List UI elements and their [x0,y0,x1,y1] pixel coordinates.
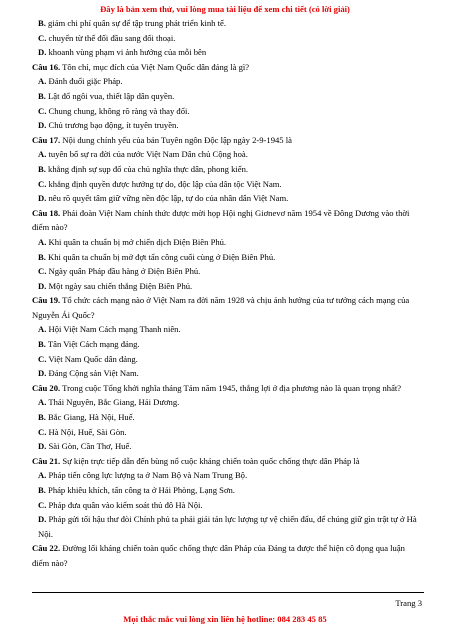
question-text: Trong cuộc Tổng khởi nghĩa tháng Tám năm 1945, thắng lợi ở địa phương nào là quan trọng nhất? [60,382,402,393]
option-text: Chung chung, không rõ ràng và thay đổi. [46,105,190,116]
answer-option [32,468,424,483]
question-number: Câu 16. [32,61,61,72]
question-number: Câu 17. [32,134,61,145]
answer-option [32,322,424,337]
answer-option [32,104,424,119]
option-text: chuyển từ thế đối đầu sang đối thoại. [46,32,176,43]
option-letter: C. [38,266,47,277]
option-letter: B. [38,18,46,28]
option-text: khẳng định quyền được hưởng tự do, độc lập của dân tộc Việt Nam. [46,178,282,189]
answer-option [32,177,424,192]
option-letter: D. [38,193,47,204]
answer-option [32,147,424,162]
question-line [32,541,424,570]
option-letter: C. [38,426,47,437]
option-letter: D. [38,368,47,379]
answer-option [32,483,424,498]
option-letter: A. [38,149,47,160]
question-line [32,293,424,322]
option-text: Lật đổ ngôi vua, thiết lập dân quyền. [45,90,175,101]
answer-option [32,439,424,454]
option-letter: A. [38,324,47,335]
option-letter: D. [38,514,47,525]
option-text: Hội Việt Nam Cách mạng Thanh niên. [46,324,181,335]
question-number: Câu 20. [32,382,61,393]
answer-option [32,425,424,440]
answer-option [32,74,424,89]
option-letter: B. [38,339,46,350]
option-letter: C. [38,105,47,116]
question-text: Tôn chỉ, mục đích của Việt Nam Quốc dân đảng là gì? [60,61,250,72]
option-text: giảm chi phí quân sự để tập trung phát triển kinh tế. [45,18,226,28]
answer-option [32,235,424,250]
answer-option [32,337,424,352]
option-text: Chủ trương bạo động, ít tuyên truyền. [46,120,179,131]
option-letter: B. [38,163,46,174]
question-number: Câu 19. [32,295,61,306]
answer-option [32,366,424,381]
option-letter: A. [38,76,47,87]
option-text: Khi quân ta chuẩn bị mở chiến dịch Điện Biên Phủ. [46,236,227,247]
page-number: Trang 3 [395,598,422,608]
option-text: Pháp gửi tối hậu thư đòi Chính phủ ta phải giải tán lực lượng tự vệ chiến đấu, để chúng giữ gìn trật tự ở Hà Nội. [38,514,417,539]
option-letter: B. [38,251,46,262]
option-text: Một ngày sau chiến thắng Điện Biên Phủ. [46,280,193,291]
option-letter: D. [38,120,47,131]
answer-option [32,279,424,294]
answer-option [32,410,424,425]
question-line [32,60,424,75]
answer-option [32,264,424,279]
option-text: Sài Gòn, Cần Thơ, Huế. [46,441,132,452]
option-text: Việt Nam Quốc dân đảng. [46,353,138,364]
answer-option [32,89,424,104]
question-text: Đường lối kháng chiến toàn quốc chống thực dân Pháp của Đảng ta được thể hiện cô đọng qua luận điểm nào? [32,543,405,568]
question-text: Phái đoàn Việt Nam chính thức được mời họp Hội nghị Giơnevơ năm 1954 về Đông Dương vào thời điểm nào? [32,207,410,233]
option-letter: C. [38,499,47,510]
option-text: Bắc Giang, Hà Nội, Huế. [45,412,135,423]
preview-notice-banner: Đây là bản xem thử, vui lòng mua tài liệu để xem chi tiết (có lời giải) [100,4,350,14]
option-letter: A. [38,397,47,408]
question-line [32,454,424,469]
option-text: khoanh vùng phạm vi ảnh hưởng của mỗi bên [46,47,207,58]
option-letter: B. [38,412,46,423]
question-number: Câu 22. [32,543,61,554]
option-text: Đảng Cộng sản Việt Nam. [46,368,139,379]
answer-option [32,16,424,31]
answer-option [32,498,424,513]
option-letter: C. [38,32,47,43]
answer-option [32,191,424,206]
answer-option [32,31,424,46]
answer-option [32,395,424,410]
option-letter: D. [38,47,47,58]
option-text: Tân Việt Cách mạng đảng. [45,339,140,350]
answer-option [32,118,424,133]
option-text: Đánh đuổi giặc Pháp. [46,76,123,87]
question-text: Sự kiện trực tiếp dẫn đến bùng nổ cuộc kháng chiến toàn quốc chống thực dân Pháp là [60,455,360,466]
option-text: khẳng định sự sụp đổ của chủ nghĩa thực dân, phong kiến. [45,163,249,174]
question-line [32,381,424,396]
option-text: Thái Nguyên, Bắc Giang, Hải Dương. [46,397,180,408]
answer-option [32,250,424,265]
question-text: Nội dung chính yếu của bản Tuyên ngôn Độc lập ngày 2-9-1945 là [60,134,292,145]
question-number: Câu 21. [32,455,61,466]
option-text: tuyên bố sự ra đời của nước Việt Nam Dân chủ Cộng hoà. [46,149,248,160]
question-line [32,206,424,235]
answer-option [32,512,424,541]
option-letter: C. [38,178,47,189]
option-letter: A. [38,470,47,481]
footer-divider [32,592,424,593]
option-text: Pháp đưa quân vào kiểm soát thủ đô Hà Nội. [46,499,203,510]
document-body [32,16,424,571]
option-text: Pháp tiến công lực lượng ta ở Nam Bộ và Nam Trung Bộ. [46,470,248,481]
option-text: nêu rõ quyết tâm giữ vững nền độc lập, tự do của nhân dân Việt Nam. [46,193,289,204]
hotline-banner: Mọi thắc mắc vui lòng xin liên hệ hotline: 084 283 45 85 [123,614,327,624]
option-letter: B. [38,90,46,101]
answer-option [32,162,424,177]
option-letter: D. [38,441,47,452]
option-letter: B. [38,485,46,495]
option-text: Ngày quân Pháp đầu hàng ở Điện Biên Phủ. [46,266,201,277]
question-line [32,133,424,148]
question-text: Tổ chức cách mạng nào ở Việt Nam ra đời năm 1928 và chịu ảnh hưởng của tư tưởng cách mạng của Nguyễn Ái Quốc? [32,295,410,320]
answer-option [32,352,424,367]
option-letter: A. [38,236,47,247]
option-text: Khi quân ta chuẩn bị mở đợt tấn công cuối cùng ở Điện Biên Phủ. [45,251,276,262]
option-letter: D. [38,280,47,291]
option-text: Pháp khiêu khích, tấn công ta ở Hải Phòng, Lạng Sơn. [45,485,235,495]
option-text: Hà Nội, Huế, Sài Gòn. [46,426,127,437]
question-number: Câu 18. [32,207,61,218]
option-letter: C. [38,353,47,364]
answer-option [32,45,424,60]
